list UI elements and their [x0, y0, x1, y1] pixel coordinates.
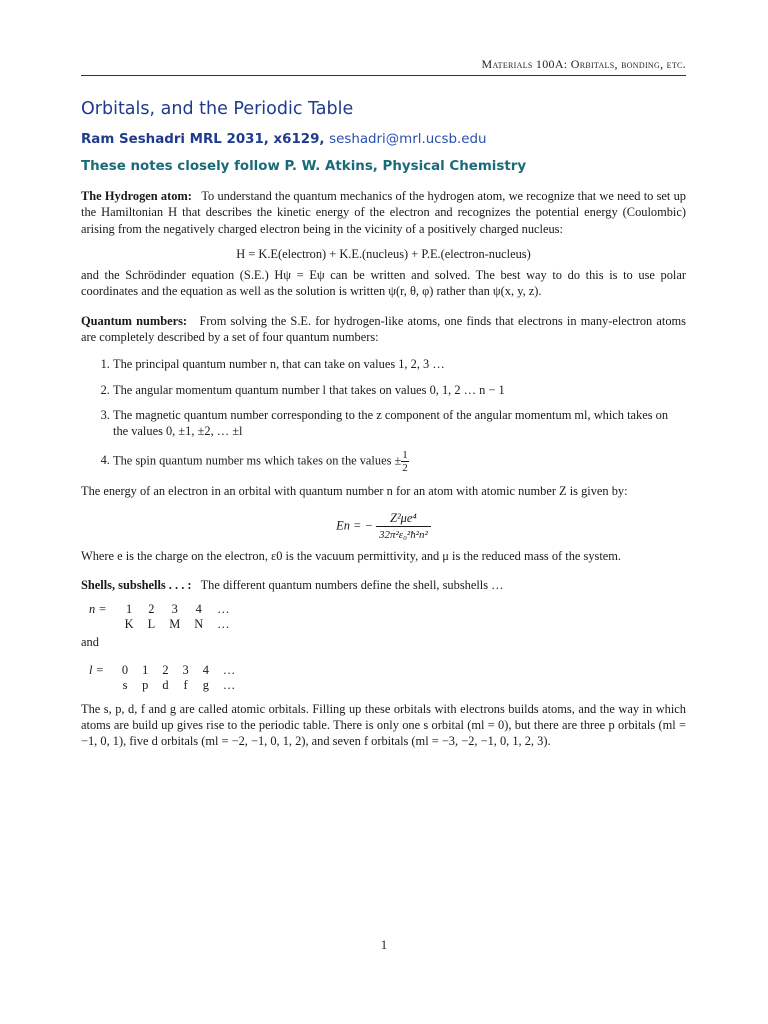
table-row: [89, 617, 230, 632]
table-cell: [89, 617, 111, 632]
list-item: 1. The principal quantum number n, that can take on values 1, 2, 3 …: [113, 356, 686, 372]
table-cell: 3: [182, 662, 189, 677]
table-cell: M: [169, 617, 181, 632]
table-cell: N: [194, 617, 204, 632]
energy-numerator: Z²μe⁴: [376, 511, 431, 527]
subshell-table: [89, 663, 235, 693]
table-cell: …: [222, 677, 236, 692]
list-item: 3. The magnetic quantum number corresponding to the z component of the angular momentum ml, which takes on the values 0, ±1, ±2, … ±l: [113, 407, 686, 440]
table-cell: d: [162, 677, 169, 692]
table-cell: 1: [126, 602, 133, 617]
author-name: Ram Seshadri MRL 2031, x6129,: [81, 132, 330, 147]
table-cell: …: [222, 662, 236, 677]
spin-text: The spin quantum number ms which takes on the values ±: [113, 452, 402, 467]
table-cell: s: [122, 677, 128, 692]
page-number: 1: [380, 938, 388, 952]
table-cell: f: [183, 677, 188, 692]
table-row: [89, 678, 235, 693]
table-cell: 1: [142, 662, 149, 677]
spin-fraction-denominator: 2: [402, 461, 408, 474]
table-cell: 2: [162, 662, 169, 677]
n-label: n =: [89, 602, 107, 617]
hamiltonian-equation: H = K.E(electron) + K.E.(nucleus) + P.E.(electron-nucleus): [236, 246, 531, 261]
table-cell: [89, 678, 108, 693]
list-item: [113, 449, 686, 474]
author-line: [81, 130, 686, 150]
table-cell: 4: [202, 662, 209, 677]
quantum-text: From solving the S.E. for hydrogen-like atoms, one finds that electrons in many-electron atoms are completely described by a set of four quantum numbers:: [81, 313, 686, 345]
spin-fraction-numerator: 1: [402, 448, 408, 461]
energy-fraction: [376, 511, 431, 542]
page-content: [81, 96, 686, 750]
energy-denominator: 32π²ε₀²ħ²n²: [378, 528, 428, 541]
table-cell: K: [124, 617, 134, 632]
table-row: [89, 602, 230, 617]
spin-fraction: [401, 449, 409, 474]
hydrogen-paragraph: [81, 188, 686, 237]
table-cell: …: [217, 602, 230, 617]
shells-paragraph: [81, 577, 686, 593]
hydrogen-text: To understand the quantum mechanics of the hydrogen atom, we recognize that we need to set up the Hamiltonian H that describes the kinetic energy of the electron and recognizes the potential energy (Coulombic) arising from the negatively charged electron being in the vicinity of a positively charged nucleus:: [81, 189, 686, 236]
quantum-heading: Quantum numbers:: [81, 313, 188, 328]
and-label: and: [81, 635, 99, 650]
orbitals-paragraph: The s, p, d, f and g are called atomic orbitals. Filling up these orbitals with electrons builds atoms, and the way in which atoms are build up gives rise to the periodic table. There is only one s orbital (ml = 0), but there are three p orbitals (ml = −1, 0, 1), five d orbitals (ml = −2, −1, 0, 1, 2), and seven f orbitals (ml = −3, −2, −1, 0, 1, 2, 3).: [81, 701, 686, 749]
table-cell: 0: [121, 662, 129, 677]
energy-intro: The energy of an electron in an orbital with quantum number n for an atom with atomic number Z is given by:: [81, 483, 628, 498]
quantum-number-list: [81, 356, 686, 473]
energy-lhs: En = −: [336, 518, 373, 533]
quantum-paragraph: [81, 313, 686, 346]
energy-equation: [81, 511, 686, 542]
table-cell: …: [217, 617, 230, 632]
table-cell: 4: [195, 602, 202, 617]
header-rule: [81, 75, 686, 76]
table-cell: p: [142, 677, 149, 692]
table-cell: 2: [148, 602, 155, 617]
hydrogen-heading: The Hydrogen atom:: [81, 189, 192, 203]
l-label: l =: [89, 662, 104, 677]
shell-table: [89, 602, 230, 632]
shells-heading: Shells, subshells . . . :: [81, 578, 192, 593]
table-row: [89, 663, 235, 678]
table-cell: 3: [171, 602, 178, 617]
where-paragraph: Where e is the charge on the electron, ε0 is the vacuum permittivity, and μ is the reduced mass of the system.: [81, 548, 622, 563]
shells-text: The different quantum numbers define the shell, subshells …: [200, 578, 504, 593]
running-head: Materials 100A: Orbitals, bonding, etc.: [481, 57, 686, 71]
list-item: 2. The angular momentum quantum number l that takes on values 0, 1, 2 … n − 1: [113, 382, 686, 398]
page-subtitle: These notes closely follow P. W. Atkins, Physical Chemistry: [81, 159, 527, 174]
page-title: Orbitals, and the Periodic Table: [81, 99, 354, 119]
schrodinger-paragraph: and the Schrödinder equation (S.E.) Hψ = Eψ can be written and solved. The best way to do this is to use polar coordinates and the equation as well as the solution is written ψ(r, θ, φ) rather than ψ(x, y, z).: [81, 268, 686, 299]
table-cell: g: [202, 677, 209, 692]
author-email-link[interactable]: seshadri@mrl.ucsb.edu: [329, 132, 487, 147]
table-cell: L: [147, 617, 156, 632]
